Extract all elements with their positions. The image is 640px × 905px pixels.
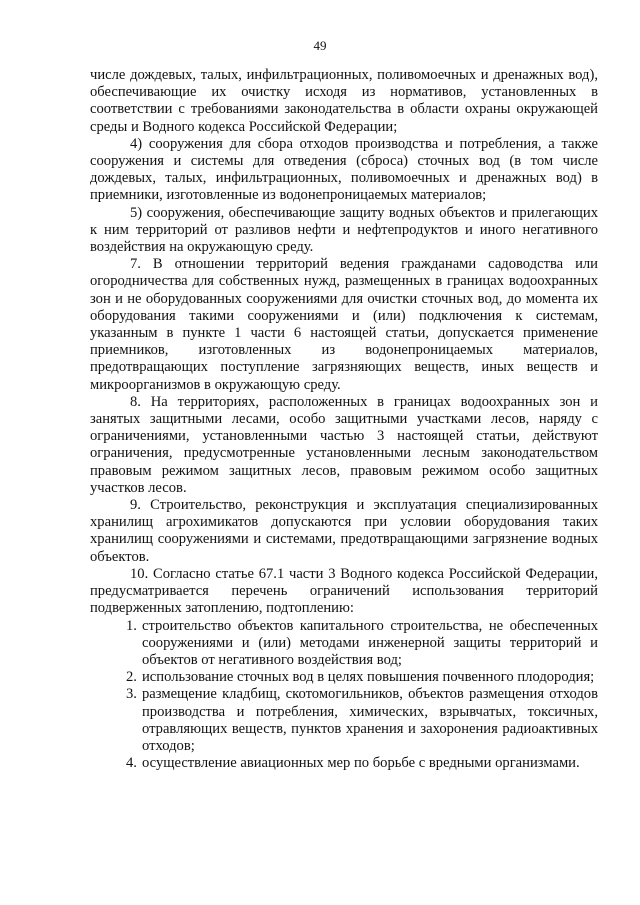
paragraph-clause-9: 9. Строительство, реконструкция и эксплуатация специализированных хранилищ агрохимикатов допускаются при условии оборудования таких хранилищ сооружениями и системами, предотвращающими загрязнение водных объектов. <box>90 497 598 565</box>
list-item-number: 1. <box>126 617 137 634</box>
list-item-text: строительство объектов капитального строительства, не обеспеченных сооружениями и (или) методами инженерной защиты территорий и объектов от негативного воздействия вод; <box>142 617 598 668</box>
list-item-number: 4. <box>126 755 137 772</box>
list-item <box>90 755 598 772</box>
list-item-text: использование сточных вод в целях повышения почвенного плодородия; <box>142 669 595 686</box>
document-body <box>90 67 598 772</box>
paragraph-item-5: 5) сооружения, обеспечивающие защиту водных объектов и прилегающих к ним территорий от разливов нефти и нефтепродуктов и иного негативного воздействия на окружающую среду. <box>90 204 598 256</box>
paragraph-clause-8: 8. На территориях, расположенных в границах водоохранных зон и занятых защитными лесами, особо защитными участками лесов, наряду с ограничениями, установленными частью 3 настоящей статьи, действуют ограничения, предусмотренные установленными лесным законодательством правовым режимом защитных лесов, правовым режимом особо защитных участков лесов. <box>90 393 598 496</box>
list-item-text: размещение кладбищ, скотомогильников, объектов размещения отходов производства и потребления, химических, взрывчатых, токсичных, отравляющих веществ, пунктов хранения и захоронения радиоактивных отходов; <box>142 686 598 754</box>
list-item-number: 2. <box>126 669 137 686</box>
paragraph-clause-7: 7. В отношении территорий ведения гражданами садоводства или огородничества для собственных нужд, размещенных в границах водоохранных зон и не оборудованных сооружениями для очистки сточных вод, до момента их оборудования такими сооружениями и (или) подключения к системам, указанным в пункте 1 части 6 настоящей статьи, допускается применение приемников, изготовленных из водонепроницаемых материалов, предотвращающих поступление загрязняющих веществ, иных веществ и микроорганизмов в окружающую среду. <box>90 256 598 393</box>
list-item-text: осуществление авиационных мер по борьбе с вредными организмами. <box>142 755 580 772</box>
page-number: 49 <box>313 38 327 53</box>
list-item <box>90 669 598 686</box>
list-item-number: 3. <box>126 686 137 703</box>
paragraph-clause-10: 10. Согласно статье 67.1 части 3 Водного кодекса Российской Федерации, предусматривается перечень ограничений использования территорий подверженных затоплению, подтоплению: <box>90 565 598 617</box>
list-item <box>90 686 598 755</box>
restrictions-list <box>90 618 598 773</box>
list-item <box>90 618 598 670</box>
paragraph-continuation: числе дождевых, талых, инфильтрационных, поливомоечных и дренажных вод), обеспечивающие их очистку исходя из нормативов, установленных в соответствии с требованиями законодательства в области охраны окружающей среды и Водного кодекса Российской Федерации; <box>90 67 598 135</box>
paragraph-item-4: 4) сооружения для сбора отходов производства и потребления, а также сооружения и системы для отведения (сброса) сточных вод (в том числе дождевых, талых, инфильтрационных, поливомоечных и дренажных вод) в приемники, изготовленные из водонепроницаемых материалов; <box>90 135 598 204</box>
